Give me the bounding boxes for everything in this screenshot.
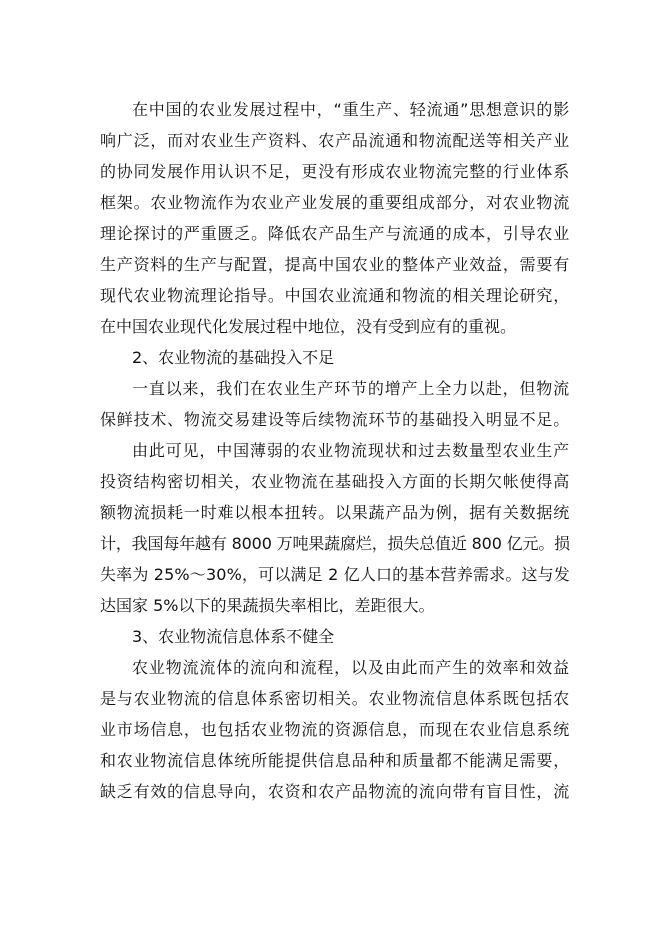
paragraph-3-line-1	[0, 435, 662, 466]
text: 现代农业物流理论指导。中国农业流通和物流的相关理论研究，	[100, 286, 570, 305]
paragraph-3-line-6	[0, 590, 662, 621]
paragraph-4-line-1	[0, 652, 662, 683]
text: 保鲜技术、物流交易建设等后续物流环节的基础投入明显不足。	[100, 410, 570, 429]
text: 和农业物流信息体统所能提供信息品种和质量都不能满足需要，	[100, 751, 570, 770]
paragraph-4-line-2	[0, 683, 662, 714]
paragraph-4-line-4	[0, 745, 662, 776]
text: 生产资料的生产与配置，提高中国农业的整体产业效益，需要有	[100, 255, 570, 274]
paragraph-3-line-5	[0, 559, 662, 590]
text: 的协同发展作用认识不足，更没有形成农业物流完整的行业体系	[100, 162, 570, 181]
text: 业市场信息，也包括农业物流的资源信息，而现在农业信息系统	[100, 720, 570, 739]
text: 达国家 5%以下的果蔬损失率相比，差距很大。	[100, 596, 435, 615]
paragraph-4-line-5	[0, 776, 662, 807]
text: 在中国农业现代化发展过程中地位，没有受到应有的重视。	[100, 317, 517, 336]
paragraph-4-line-3	[0, 714, 662, 745]
text: 响广泛，而对农业生产资料、农产品流通和物流配送等相关产业	[100, 131, 570, 150]
paragraph-1-line-6	[0, 249, 662, 280]
text: 失率为 25%～30%，可以满足 2 亿人口的基本营养需求。这与发	[100, 565, 570, 584]
text: 投资结构密切相关，农业物流在基础投入方面的长期欠帐使得高	[100, 472, 570, 491]
text: 理论探讨的严重匮乏。降低农产品生产与流通的成本，引导农业	[100, 224, 570, 243]
paragraph-1-line-5	[0, 218, 662, 249]
section-heading-3	[0, 621, 662, 652]
text: 是与农业物流的信息体系密切相关。农业物流信息体系既包括农	[100, 689, 570, 708]
paragraph-3-line-4	[0, 528, 662, 559]
heading-text: 2、农业物流的基础投入不足	[132, 348, 335, 367]
heading-text: 3、农业物流信息体系不健全	[132, 627, 335, 646]
section-heading-2	[0, 342, 662, 373]
paragraph-1-line-4	[0, 187, 662, 218]
paragraph-3-line-3	[0, 497, 662, 528]
paragraph-1-line-2	[0, 125, 662, 156]
text: 计，我国每年越有 8000 万吨果蔬腐烂，损失总值近 800 亿元。损	[100, 534, 571, 553]
paragraph-1-line-8	[0, 311, 662, 342]
paragraph-2-line-1	[0, 373, 662, 404]
text: 农业物流流体的流向和流程，以及由此而产生的效率和效益	[132, 658, 570, 677]
text: 由此可见，中国薄弱的农业物流现状和过去数量型农业生产	[132, 441, 570, 460]
text: 缺乏有效的信息导向，农资和农产品物流的流向带有盲目性，流	[100, 782, 570, 801]
paragraph-1-line-3	[0, 156, 662, 187]
text: 框架。农业物流作为农业产业发展的重要组成部分，对农业物流	[100, 193, 570, 212]
paragraph-2-line-2	[0, 404, 662, 435]
text: 在中国的农业发展过程中，“重生产、轻流通”思想意识的影	[132, 100, 570, 119]
paragraph-1-line-1	[0, 94, 662, 125]
text: 一直以来，我们在农业生产环节的增产上全力以赴，但物流	[132, 379, 570, 398]
paragraph-3-line-2	[0, 466, 662, 497]
paragraph-1-line-7	[0, 280, 662, 311]
text: 额物流损耗一时难以根本扭转。以果蔬产品为例，据有关数据统	[100, 503, 570, 522]
